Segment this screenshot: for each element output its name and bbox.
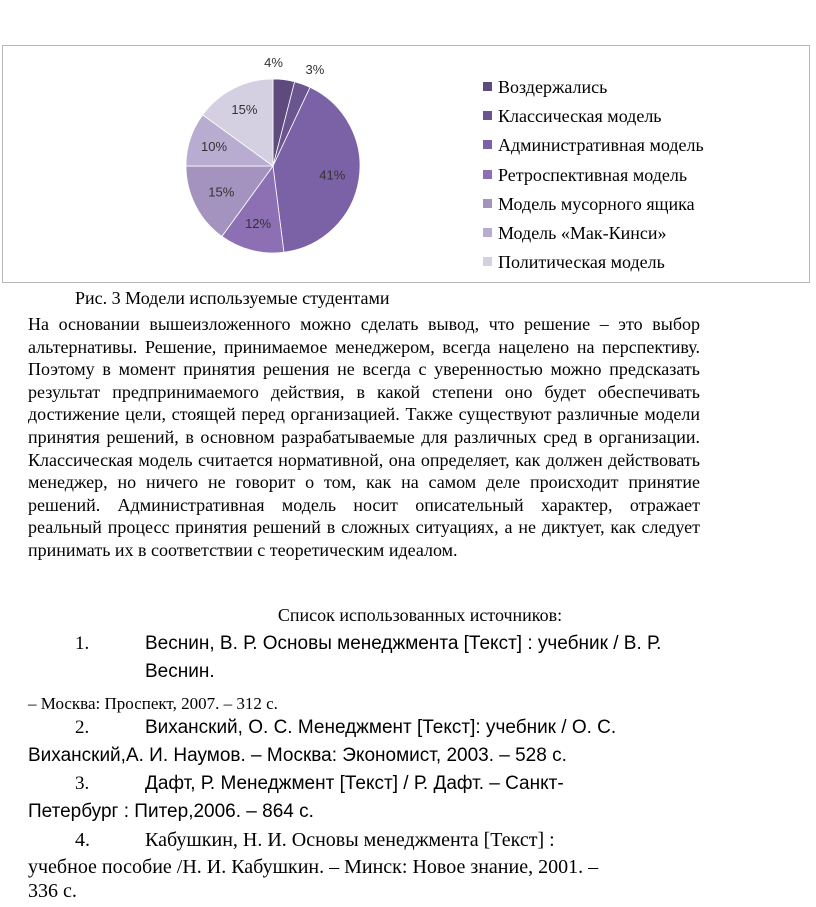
reference-text: Кабушкин, Н. И. Основы менеджмента [Текст] : [145,829,555,851]
pie-slice-label: 12% [245,216,272,232]
legend-item [483,134,704,163]
legend-item [483,193,704,222]
reference-item-4 [75,826,555,854]
legend-item [483,222,704,251]
legend-label: Политическая модель [498,252,665,273]
figure-caption: Рис. 3 Модели используемые студентами [75,288,390,308]
reference-item-1-cont2: – Москва: Проспект, 2007. – 312 с. [28,694,278,713]
legend-item [483,251,704,280]
reference-item-4-cont2: 336 с. [28,880,77,902]
reference-item-4-cont: учебное пособие /Н. И. Кабушкин. – Минск: Новое знание, 2001. – [28,856,599,878]
pie-slice-label: 15% [231,101,258,117]
chart-legend [483,76,704,280]
legend-label: Воздержались [498,77,608,97]
reference-item-1 [75,630,661,658]
pie-slice-label: 4% [264,54,283,70]
legend-label: Модель «Мак-Кинси» [498,222,667,243]
body-paragraph: На основании вышеизложенного можно сделать вывод, что решение – это выбор альтернативы. Решение, принимаемое менеджером, всегда нацелено на перспективу. Поэтому в момент принятия решения не всегда с уверенностью можно предсказать результат предпринимаемого действия, в какой степени оно будет обеспечивать достижение цели, стоящей перед организацией. Также существуют различные модели принятия решений, в основном разрабатываемые для различных сред в организации. Классическая модель считается нормативной, она определяет, как должен действовать менеджер, но ничего не говорит о том, как на самом деле происходит принятие решений. Административная модель носит описательный характер, отражает реальный процесс принятия решений в сложных ситуациях, а не диктует, как следует принимать их в соответствии с теоретическим идеалом. [28,314,700,560]
pie-slice-label: 41% [319,167,346,183]
reference-text: Дафт, Р. Менеджмент [Текст] / Р. Дафт. – Санкт- [145,773,564,794]
legend-item [483,105,704,134]
reference-item-2 [75,714,616,742]
reference-item-3-cont: Петербург : Питер,2006. – 864 с. [28,801,314,822]
reference-number: 1. [75,633,90,654]
references-title: Список использованных источников: [277,605,563,625]
legend-swatch [483,170,492,179]
reference-item-2-cont: Виханский,А. И. Наумов. – Москва: Экономист, 2003. – 528 с. [28,745,567,766]
legend-label: Административная модель [498,135,704,156]
pie-slice-label: 10% [200,138,228,154]
legend-swatch [483,140,492,149]
legend-swatch [483,82,492,91]
reference-number: 3. [75,773,90,794]
reference-number: 2. [75,717,90,738]
pie-chart [3,46,473,282]
pie-slice-label: 15% [208,184,235,200]
legend-label: Классическая модель [498,106,662,127]
pie-slice-label: 3% [305,61,325,77]
legend-item [483,76,704,105]
chart-frame [2,45,810,283]
legend-label: Модель мусорного ящика [498,193,695,214]
legend-swatch [483,257,492,266]
reference-text: Веснин, В. Р. Основы менеджмента [Текст] : учебник / В. Р. [145,633,662,654]
legend-swatch [483,228,492,237]
legend-swatch [483,111,492,120]
reference-number: 4. [75,829,90,851]
legend-label: Ретроспективная модель [498,164,688,185]
legend-swatch [483,199,492,208]
reference-text: Виханский, О. С. Менеджмент [Текст]: учебник / О. С. [145,717,617,738]
legend-item [483,164,704,193]
reference-item-3 [75,770,564,798]
reference-item-1-cont: Веснин. [145,661,215,682]
